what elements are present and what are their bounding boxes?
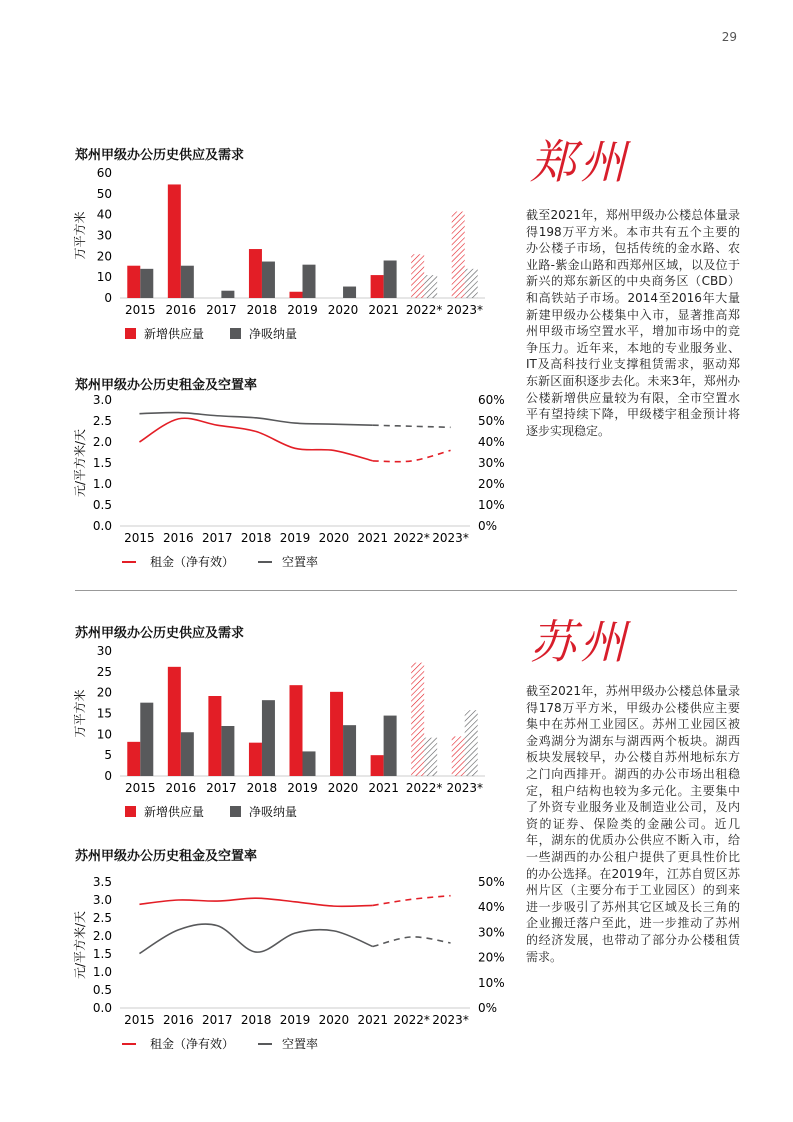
legend-supply-label: 新增供应量	[144, 327, 205, 341]
x-tick-label: 2023*	[432, 531, 469, 545]
x-tick-label: 2016	[163, 531, 194, 545]
x-tick-label: 2021	[357, 1013, 389, 1027]
absorption-bar-2018	[262, 700, 275, 776]
absorption-bar-2021	[384, 716, 397, 776]
y-tick-label: 25	[96, 664, 112, 679]
y-tick-label: 20	[96, 249, 112, 264]
absorption-bar-2022f	[424, 738, 437, 776]
supply-bar-2016	[168, 184, 181, 298]
y-tick-label: 0.5	[92, 498, 112, 512]
section-divider	[75, 590, 737, 591]
x-tick-label: 2018	[246, 781, 278, 795]
y-axis-label: 万平方米	[73, 211, 87, 260]
absorption-bar-2020	[343, 725, 356, 776]
supply-bar-2016	[168, 667, 181, 776]
y-tick-label: 60	[96, 166, 112, 180]
y-tick-label: 10	[96, 727, 112, 742]
supply-bar-2020	[330, 692, 343, 776]
x-tick-label: 2021	[368, 303, 399, 317]
y-tick-label: 20	[96, 685, 112, 700]
x-tick-label: 2018	[240, 531, 272, 545]
x-tick-label: 2021	[357, 531, 389, 545]
y-axis-label: 元/平方米/天	[73, 910, 87, 980]
y-tick-label: 1.0	[92, 477, 112, 491]
x-tick-label: 2023*	[432, 1013, 469, 1027]
x-tick-label: 2016	[165, 781, 197, 795]
x-tick-label: 2023*	[446, 303, 483, 317]
x-tick-label: 2018	[246, 303, 278, 317]
y-tick-label: 15	[96, 706, 112, 721]
legend-rent-label: 租金（净有效）	[150, 1037, 235, 1051]
absorption-bar-2018	[262, 262, 275, 298]
zhengzhou-rent-vacancy-chart	[70, 392, 510, 576]
y-tick-label: 3.0	[92, 893, 112, 907]
y-tick-label: 3.0	[92, 393, 112, 407]
y2-tick-label: 20%	[478, 477, 505, 491]
y-tick-label: 5	[104, 748, 112, 763]
suzhou-supply-demand-chart	[70, 646, 500, 826]
vacancy-line-forecast	[373, 425, 451, 427]
x-tick-label: 2017	[206, 781, 237, 795]
absorption-bar-2015	[140, 703, 153, 776]
y-tick-label: 30	[96, 644, 112, 658]
x-tick-label: 2018	[240, 1013, 272, 1027]
absorption-bar-2022f	[424, 275, 437, 298]
vacancy-line	[139, 413, 372, 426]
y-tick-label: 2.0	[92, 929, 112, 943]
legend-vacancy-label: 空置率	[282, 555, 319, 569]
x-tick-label: 2017	[201, 531, 233, 545]
y-tick-label: 30	[96, 228, 112, 243]
supply-bar-2019	[290, 685, 303, 776]
y-tick-label: 40	[96, 207, 112, 222]
y2-tick-label: 0%	[478, 519, 498, 533]
supply-bar-2015	[127, 742, 140, 776]
x-tick-label: 2019	[279, 1013, 311, 1027]
absorption-bar-2015	[140, 269, 153, 298]
city-name-suzhou: 苏州	[530, 615, 630, 669]
y-tick-label: 1.0	[92, 965, 112, 979]
absorption-bar-2019	[303, 265, 316, 298]
absorption-bar-2016	[181, 266, 194, 298]
x-tick-label: 2019	[287, 781, 318, 795]
rent-line	[139, 898, 372, 906]
supply-bar-2019	[290, 292, 303, 298]
legend-vacancy-label: 空置率	[282, 1037, 319, 1051]
y2-tick-label: 0%	[478, 1001, 498, 1015]
y-tick-label: 0.0	[92, 1001, 112, 1015]
x-tick-label: 2016	[163, 1013, 194, 1027]
supply-bar-2021	[371, 275, 384, 298]
supply-bar-2017	[208, 696, 221, 776]
rent-line-forecast	[373, 896, 451, 906]
x-tick-label: 2019	[279, 531, 311, 545]
supply-bar-2015	[127, 266, 140, 298]
x-tick-label: 2021	[368, 781, 399, 795]
zhengzhou-description: 截至2021年，郑州甲级办公楼总体量录得198万平方米。本市共有五个主要的办公楼子市场，包括传统的金水路、农业路-紫金山路和西郑州区域，以及位于新兴的郑东新区的中央商务区（CBD）和高铁站子市场。2014至2016年大量新建甲级办公楼集中入市，显著推高郑州甲级市场空置水平，增加市场中的竞争压力。近年来，本地的专业服务业、IT及高科技行业支撑租赁需求，驱动郑东新区面积逐步去化。未来3年，郑州办公楼新增供应量较为有限，全市空置水平有望持续下降，甲级楼宇租金预计将逐步实现稳定。	[526, 208, 740, 438]
absorption-bar-2020	[343, 287, 356, 298]
legend-supply-swatch	[125, 806, 136, 817]
x-tick-label: 2020	[318, 531, 350, 545]
zhengzhou-supply-demand-chart	[70, 168, 500, 348]
supply-bar-2021	[371, 755, 384, 776]
y2-tick-label: 20%	[478, 950, 505, 965]
y2-tick-label: 10%	[478, 975, 505, 990]
absorption-bar-2017	[221, 726, 234, 776]
legend-rent-label: 租金（净有效）	[150, 555, 235, 569]
x-tick-label: 2015	[125, 303, 156, 317]
city-name-zhengzhou: 郑州	[530, 135, 630, 189]
legend-absorption-swatch	[230, 328, 241, 339]
y2-tick-label: 30%	[478, 456, 505, 470]
x-tick-label: 2020	[318, 1013, 350, 1027]
vacancy-line-forecast	[373, 937, 451, 947]
suzhou-rent-vacancy-chart	[70, 874, 510, 1058]
legend-absorption-label: 净吸纳量	[249, 805, 298, 819]
x-tick-label: 2023*	[446, 781, 483, 795]
y-tick-label: 1.5	[92, 947, 112, 961]
y-tick-label: 0.0	[92, 519, 112, 533]
x-tick-label: 2015	[124, 1013, 155, 1027]
y-axis-label: 元/平方米/天	[73, 428, 87, 498]
x-tick-label: 2015	[125, 781, 156, 795]
legend-absorption-swatch	[230, 806, 241, 817]
y-tick-label: 0	[104, 769, 112, 783]
y-tick-label: 50	[96, 186, 112, 201]
y-tick-label: 3.5	[92, 875, 112, 889]
y-axis-label: 万平方米	[73, 689, 87, 738]
y-tick-label: 0	[104, 291, 112, 305]
supply-bar-2018	[249, 743, 262, 776]
x-tick-label: 2017	[201, 1013, 233, 1027]
x-tick-label: 2022*	[405, 303, 443, 317]
absorption-bar-2016	[181, 732, 194, 776]
y2-tick-label: 10%	[478, 498, 505, 512]
legend-supply-swatch	[125, 328, 136, 339]
zhengzhou-supply-chart-title: 郑州甲级办公历史供应及需求	[75, 148, 245, 163]
y-tick-label: 10	[96, 270, 112, 285]
rent-line-forecast	[373, 450, 451, 461]
y2-tick-label: 30%	[478, 925, 505, 940]
x-tick-label: 2019	[287, 303, 318, 317]
suzhou-rent-chart-title: 苏州甲级办公历史租金及空置率	[75, 849, 258, 864]
y-tick-label: 2.5	[92, 911, 112, 925]
zhengzhou-rent-chart-title: 郑州甲级办公历史租金及空置率	[75, 378, 258, 393]
supply-bar-2022f	[411, 254, 424, 298]
y2-tick-label: 40%	[478, 900, 505, 915]
vacancy-line	[139, 924, 372, 954]
suzhou-supply-chart-title: 苏州甲级办公历史供应及需求	[75, 626, 245, 641]
absorption-bar-2019	[303, 751, 316, 776]
legend-supply-label: 新增供应量	[144, 805, 205, 819]
x-tick-label: 2016	[165, 303, 197, 317]
x-tick-label: 2022*	[393, 1013, 430, 1027]
y2-tick-label: 60%	[478, 393, 505, 407]
legend-absorption-label: 净吸纳量	[249, 327, 298, 341]
y2-tick-label: 40%	[478, 435, 505, 449]
y-tick-label: 0.5	[92, 983, 112, 997]
x-tick-label: 2020	[327, 781, 359, 795]
x-tick-label: 2015	[124, 531, 155, 545]
supply-bar-2023f	[452, 212, 465, 298]
y-tick-label: 2.0	[92, 435, 112, 449]
supply-bar-2023f	[452, 736, 465, 776]
supply-bar-2018	[249, 249, 262, 298]
x-tick-label: 2022*	[393, 531, 430, 545]
supply-bar-2022f	[411, 663, 424, 776]
page-number: 29	[721, 30, 737, 44]
x-tick-label: 2020	[327, 303, 359, 317]
y-tick-label: 2.5	[92, 414, 112, 428]
absorption-bar-2021	[384, 261, 397, 299]
absorption-bar-2023f	[465, 269, 478, 298]
absorption-bar-2017	[221, 291, 234, 298]
y2-tick-label: 50%	[478, 414, 505, 428]
y2-tick-label: 50%	[478, 875, 505, 889]
y-tick-label: 1.5	[92, 456, 112, 470]
suzhou-description: 截至2021年，苏州甲级办公楼总体量录得178万平方米，甲级办公楼供应主要集中在苏州工业园区。苏州工业园区被金鸡湖分为湖东与湖西两个板块。湖西板块发展较早，办公楼自苏州地标东方之门向西排开。湖西的办公市场出租稳定，租户结构也较为多元化。主要集中了外资专业服务业及制造业公司，及内资的证券、保险类的金融公司。近几年，湖东的优质办公供应不断入市，给一些湖西的办公租户提供了更具性价比的办公选择。在2019年，江苏自贸区苏州片区（主要分布于工业园区）的到来进一步吸引了苏州其它区域及长三角的企业搬迁落户至此，进一步推动了苏州的经济发展，也带动了部分办公楼租赁需求。	[526, 684, 740, 964]
x-tick-label: 2017	[206, 303, 237, 317]
absorption-bar-2023f	[465, 710, 478, 776]
x-tick-label: 2022*	[405, 781, 443, 795]
